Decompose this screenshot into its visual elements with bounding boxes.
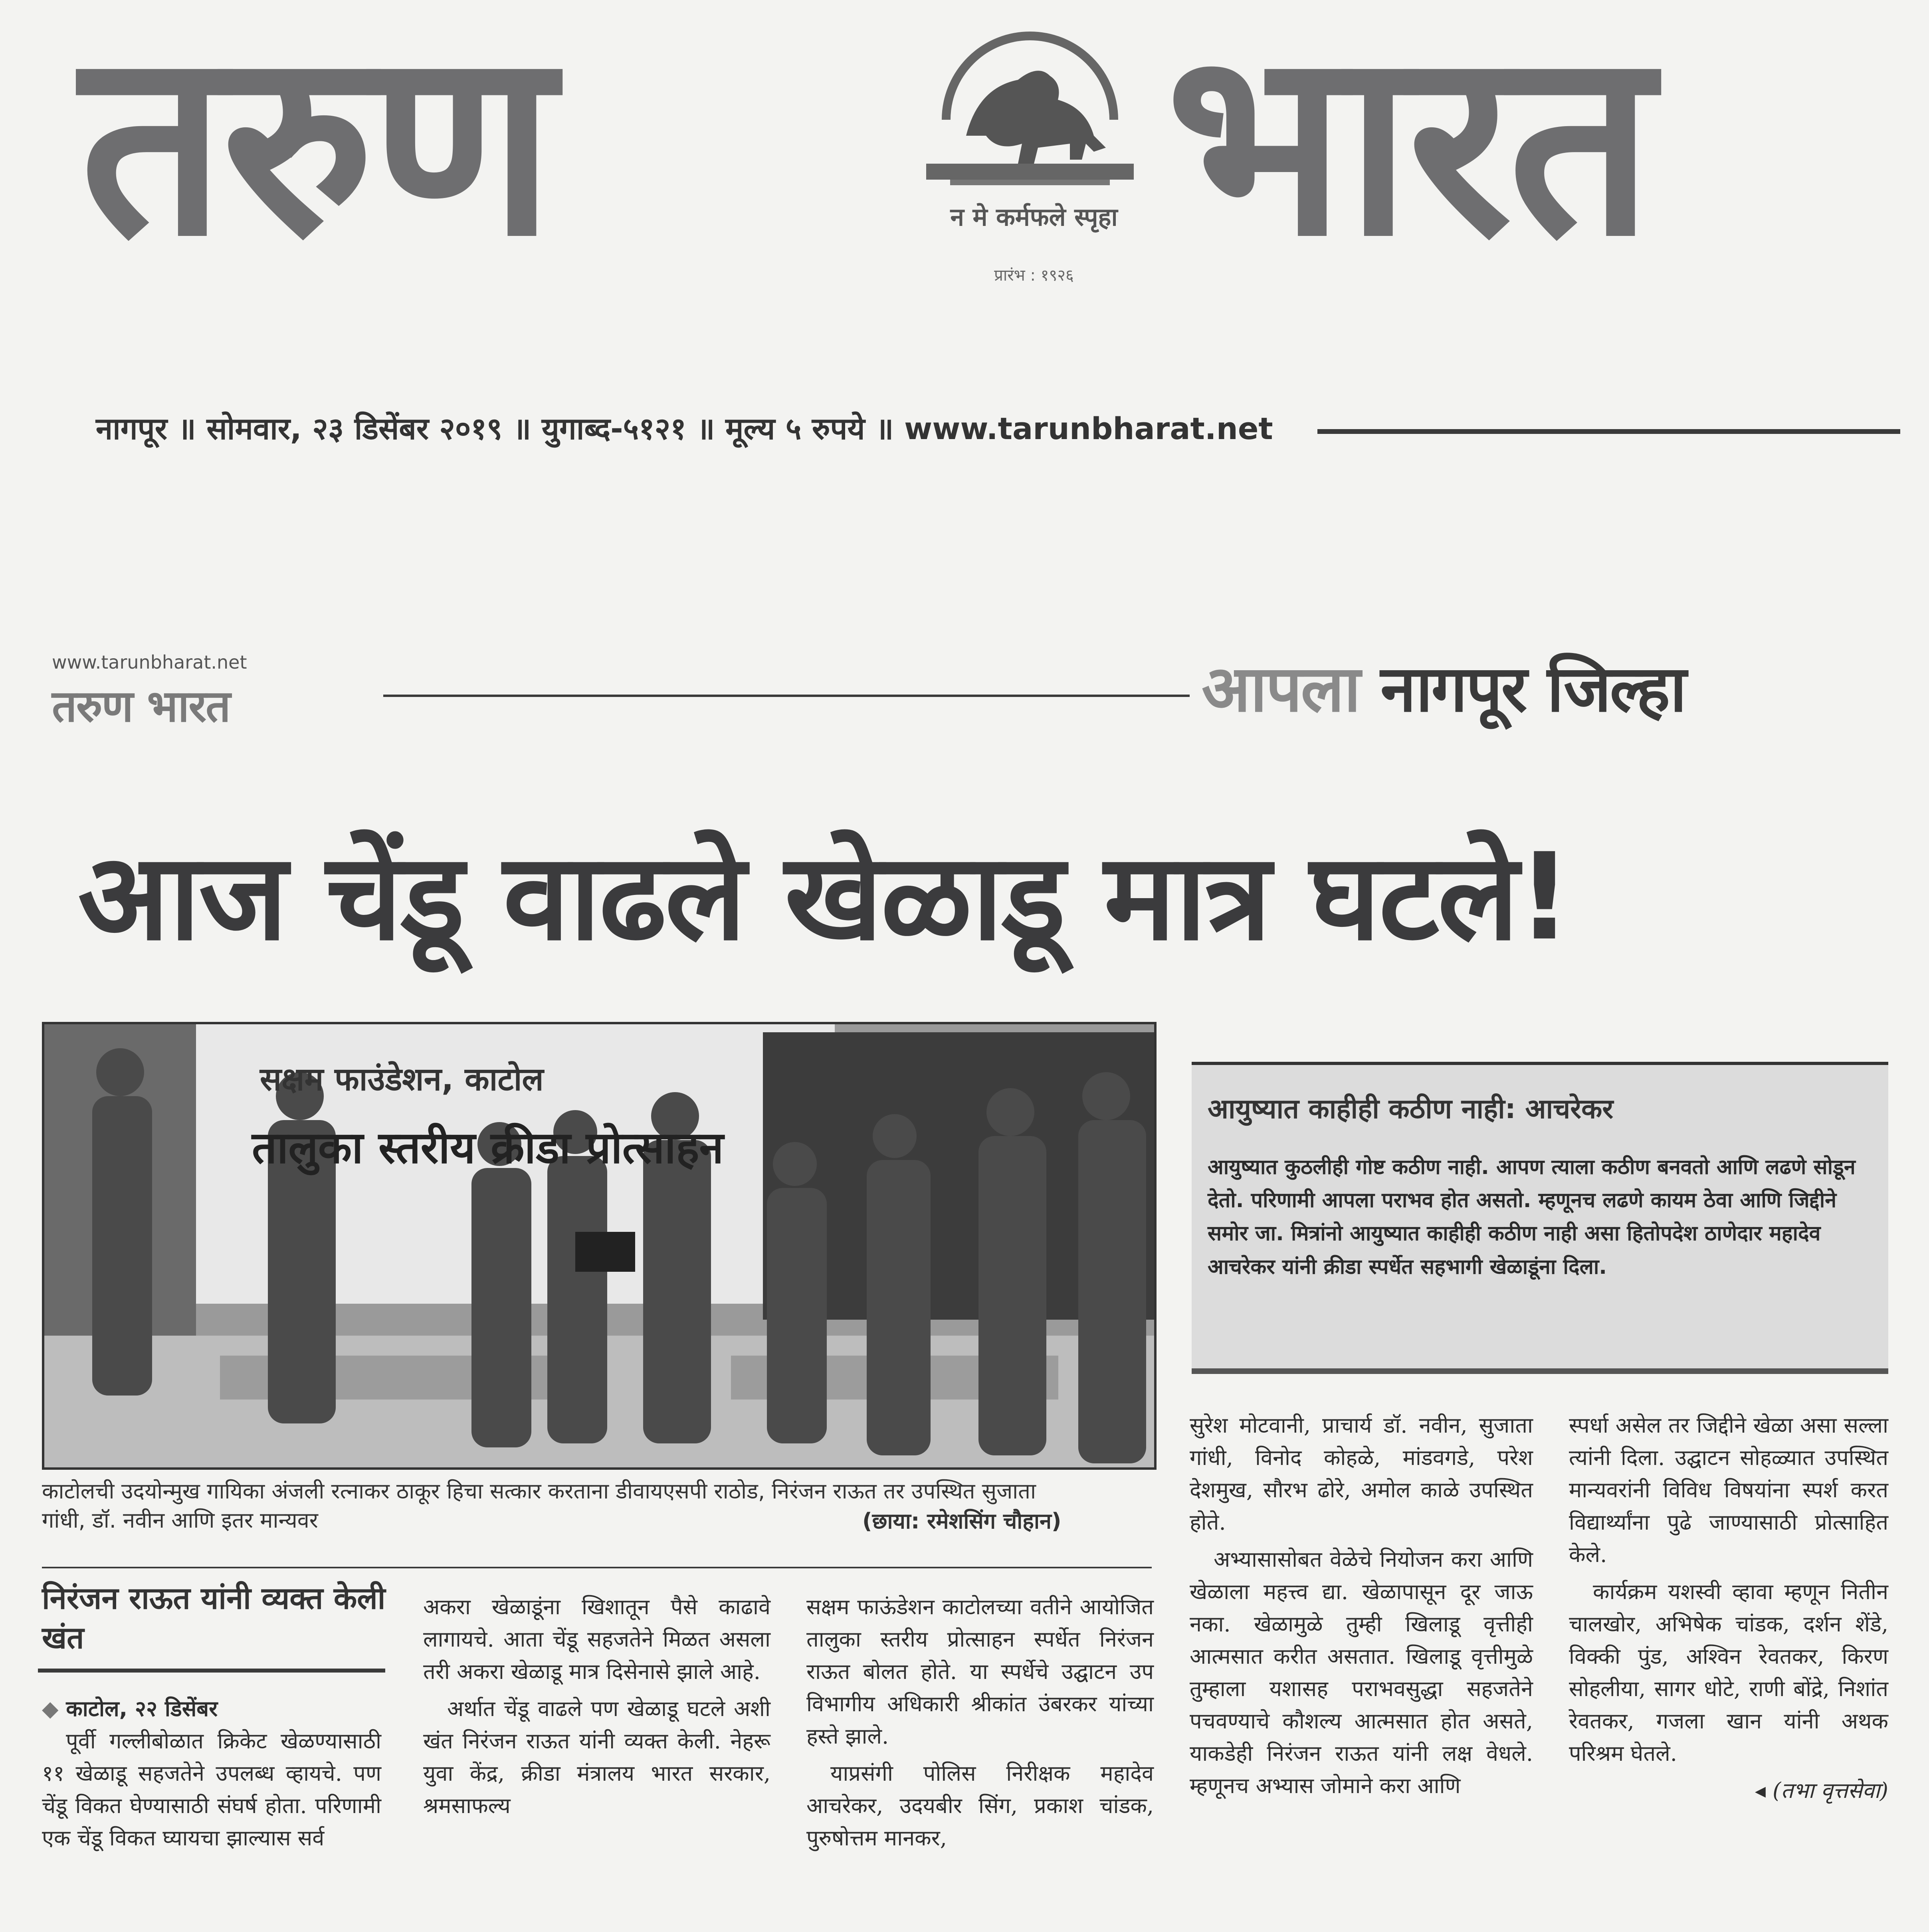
masthead-word-left: तरुण — [80, 0, 551, 292]
photo-credit: (छाया: रमेशसिंग चौहान) — [862, 1508, 1062, 1534]
article-continued: ◂ (तभा वृत्तसेवा) — [1755, 1778, 1888, 1803]
headline: आज चेंडू वाढले खेळाडू मात्र घटले! — [78, 827, 1571, 967]
article-column-2 — [423, 1591, 770, 1822]
article-dateline: काटोल, २२ डिसेंबर — [66, 1696, 218, 1721]
section-title-bold: नागपूर जिल्हा — [1380, 651, 1685, 726]
photo-caption: काटोलची उदयोन्मुख गायिका अंजली रत्नाकर ठाकूर हिचा सत्कार करताना डीवायएसपी राठोड, निरंजन राऊत तर उपस्थित सुजाता गांधी, डॉ. नवीन आणि इतर मान्यवर — [42, 1479, 1036, 1533]
section-rule — [383, 695, 1190, 697]
photo-banner-line1: सक्षम फाउंडेशन, काटोल — [260, 1061, 544, 1098]
article-column-4 — [1190, 1409, 1533, 1802]
photo-banner-line2: तालुका स्तरीय क्रीडा प्रोत्साहन — [252, 1122, 724, 1173]
masthead-word-right: भारत — [1166, 0, 1650, 292]
article-column-5 — [1569, 1409, 1888, 1807]
col5-paragraph-2: कार्यक्रम यशस्वी व्हावा म्हणून नितीन चालखोर, अभिषेक चांडक, दर्शन शेंडे, विक्की पुंड, अश्विन रेवतकर, किरण सोहलीया, सागर धोटे, राणी बोंद्रे, निशांत रेवतकर, गजला खान यांनी अथक परिश्रम घेतले. — [1569, 1579, 1888, 1766]
masthead-founded: प्रारंभ : १९२६ — [994, 266, 1074, 285]
article-subheading: निरंजन राऊत यांनी व्यक्त केली खंत — [42, 1580, 386, 1655]
highlight-box — [1192, 1062, 1888, 1374]
col5-paragraph-1: स्पर्धा असेल तर जिद्दीने खेळा असा सल्ला त्यांनी दिला. उद्घाटन सोहळ्यात उपस्थित मान्यवरांनी विविध विषयांना स्पर्श करत विद्यार्थ्यांना पुढे जाण्यासाठी प्रोत्साहित केले. — [1569, 1413, 1888, 1567]
dateline: नागपूर ॥ सोमवार, २३ डिसेंबर २०१९ ॥ युगाब्द-५१२१ ॥ मूल्य ५ रुपये ॥ www.tarunbharat.net — [96, 411, 1273, 446]
lion-emblem-icon — [918, 16, 1142, 224]
masthead-motto: न मे कर्मफले स्पृहा — [950, 202, 1118, 232]
col2-paragraph-1: अकरा खेळाडूंना खिशातून पैसे काढावे लागायचे. आता चेंडू सहजतेने मिळत असला तरी अकरा खेळाडू मात्र दिसेनासे झाले आहे. — [423, 1594, 770, 1684]
col4-paragraph-1: सुरेश मोटवानी, प्राचार्य डॉ. नवीन, सुजाता गांधी, विनोद कोहळे, मांडवगडे, परेश देशमुख, सौरभ ढोरे, अमोल काळे उपस्थित होते. — [1190, 1413, 1533, 1535]
caption-rule — [42, 1567, 1152, 1568]
news-photo — [42, 1022, 1157, 1470]
article-column-1 — [42, 1692, 381, 1854]
highlight-box-body: आयुष्यात कुठलीही गोष्ट कठीण नाही. आपण त्याला कठीण बनवतो आणि लढणे सोडून देतो. परिणामी आपला पराभव होत असतो. म्हणूनच लढणे कायम ठेवा आणि जिद्दीने समोर जा. मित्रांनो आयुष्यात काहीही कठीण नाही असा हितोपदेश ठाणेदार महादेव आचरेकर यांनी क्रीडा स्पर्धेत सहभागी खेळाडूंना दिला. — [1208, 1155, 1856, 1279]
col3-paragraph-2: याप्रसंगी पोलिस निरीक्षक महादेव आचरेकर, उदयबीर सिंग, प्रकाश चांडक, पुरुषोत्तम मानकर, — [806, 1761, 1154, 1851]
highlight-box-title: आयुष्यात काहीही कठीण नाही: आचरेकर — [1208, 1093, 1614, 1125]
section-title — [1202, 643, 1685, 730]
col4-paragraph-2: अभ्यासासोबत वेळेचे नियोजन करा आणि खेळाला महत्त्व द्या. खेळापासून दूर जाऊ नका. खेळामुळे तुम्ही खिलाडू वृत्तीही आत्मसात करीत असतात. खिलाडू वृत्तीमुळे तुम्हाला यशासह पराभवसुद्धा सहजतेने पचवण्याचे कौशल्य आत्मसात होत असते, याकडेही निरंजन राऊत यांनी लक्ष वेधले. म्हणूनच अभ्यास जोमाने करा आणि — [1190, 1547, 1533, 1798]
col3-paragraph-1: सक्षम फाऊंडेशन काटोलच्या वतीने आयोजित तालुका स्तरीय प्रोत्साहन स्पर्धेत निरंजन राऊत बोलत होते. या स्पर्धेचे उद्घाटन उप विभागीय अधिकारी श्रीकांत उंबरकर यांच्या हस्ते झाले. — [806, 1594, 1154, 1749]
article-column-3 — [806, 1591, 1154, 1854]
photo-illustration-icon — [44, 1024, 1154, 1467]
masthead-emblem — [918, 16, 1142, 224]
col2-paragraph-2: अर्थात चेंडू वाढले पण खेळाडू घटले अशी खंत निरंजन राऊत यांनी व्यक्त केली. नेहरू युवा केंद्र, क्रीडा मंत्रालय भारत सरकार, श्रमसाफल्य — [423, 1696, 770, 1818]
subheading-rule — [38, 1669, 385, 1673]
section-paper-name: तरुण भारत — [52, 681, 230, 732]
section-website: www.tarunbharat.net — [52, 651, 247, 673]
section-title-light: आपला — [1202, 651, 1360, 726]
dateline-rule — [1317, 429, 1900, 434]
dateline-bullet-icon: ◆ — [42, 1696, 66, 1721]
col1-paragraph: पूर्वी गल्लीबोळात क्रिकेट खेळण्यासाठी ११ खेळाडू सहजतेने उपलब्ध व्हायचे. पण चेंडू विकत घेण्यासाठी संघर्ष होता. परिणामी एक चेंडू विकत घ्यायचा झाल्यास सर्व — [42, 1728, 381, 1851]
